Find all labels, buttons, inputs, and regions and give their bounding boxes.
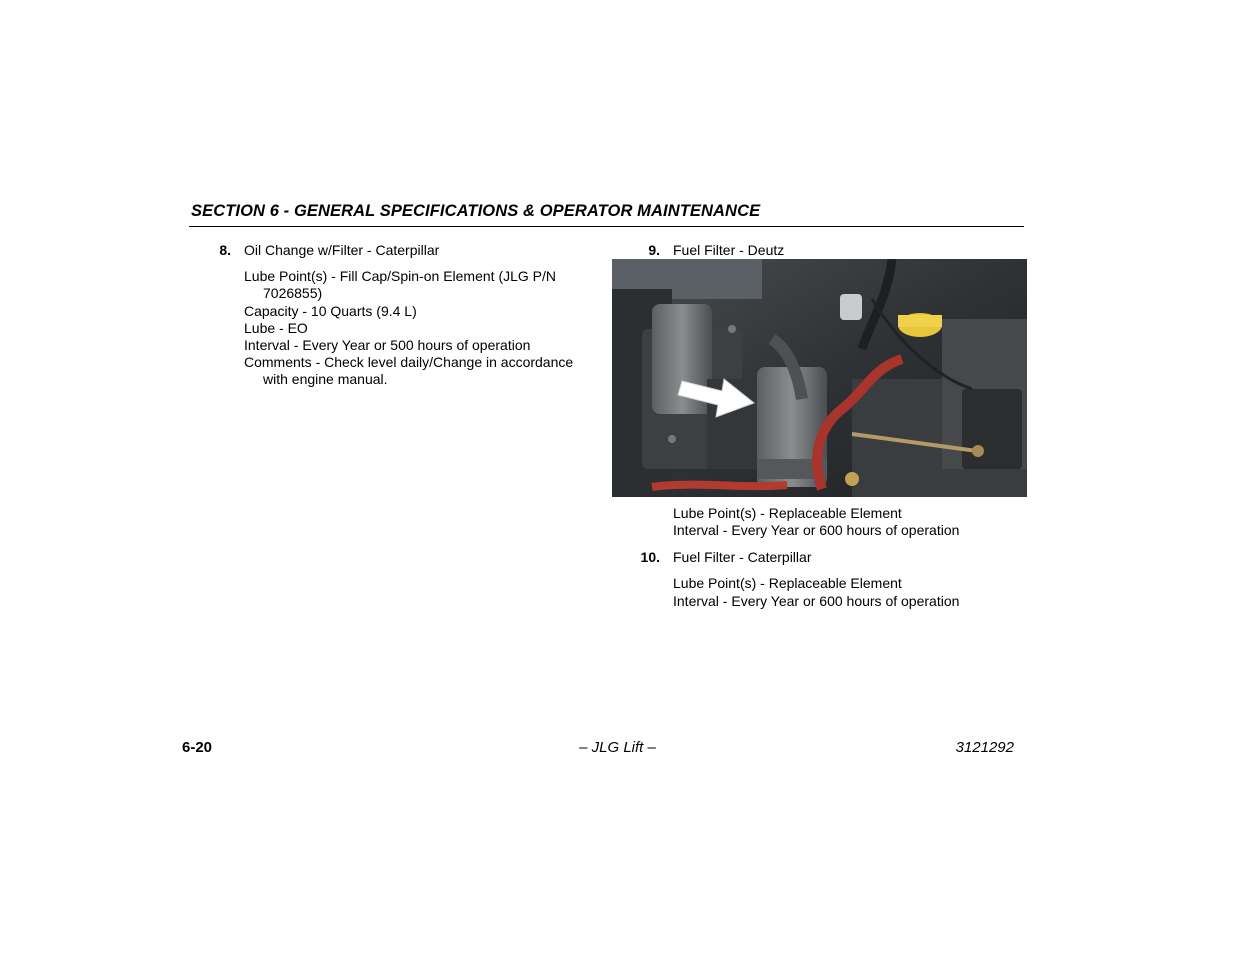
- item-9-number: 9.: [648, 242, 660, 258]
- section-title: SECTION 6 - GENERAL SPECIFICATIONS & OPERATOR MAINTENANCE: [191, 202, 761, 220]
- fuel-filter-photo: [612, 259, 1027, 497]
- page-number: 6-20: [182, 739, 213, 756]
- item-8-title: Oil Change w/Filter - Caterpillar: [244, 242, 440, 258]
- item-8-line: Lube - EO: [244, 320, 308, 336]
- item-8-line: 7026855): [263, 285, 323, 301]
- item-9-title: Fuel Filter - Deutz: [673, 242, 785, 258]
- item-8-line: Interval - Every Year or 500 hours of operation: [244, 337, 531, 353]
- item-10-number: 10.: [640, 549, 660, 565]
- footer-title: – JLG Lift –: [579, 739, 656, 756]
- document-number: 3121292: [955, 739, 1014, 756]
- item-10-line: Lube Point(s) - Replaceable Element: [673, 575, 902, 591]
- item-8-number: 8.: [219, 242, 231, 258]
- item-8-line: with engine manual.: [263, 371, 388, 387]
- item-10-title: Fuel Filter - Caterpillar: [673, 549, 812, 565]
- item-8-line: Capacity - 10 Quarts (9.4 L): [244, 303, 417, 319]
- item-8-line: Lube Point(s) - Fill Cap/Spin-on Element (JLG P/N: [244, 268, 557, 284]
- header-rule: [189, 226, 1024, 227]
- item-9-line: Lube Point(s) - Replaceable Element: [673, 505, 902, 521]
- item-9-line: Interval - Every Year or 600 hours of operation: [673, 522, 960, 538]
- item-8-line: Comments - Check level daily/Change in accordance: [244, 354, 574, 370]
- item-10-line: Interval - Every Year or 600 hours of operation: [673, 593, 960, 609]
